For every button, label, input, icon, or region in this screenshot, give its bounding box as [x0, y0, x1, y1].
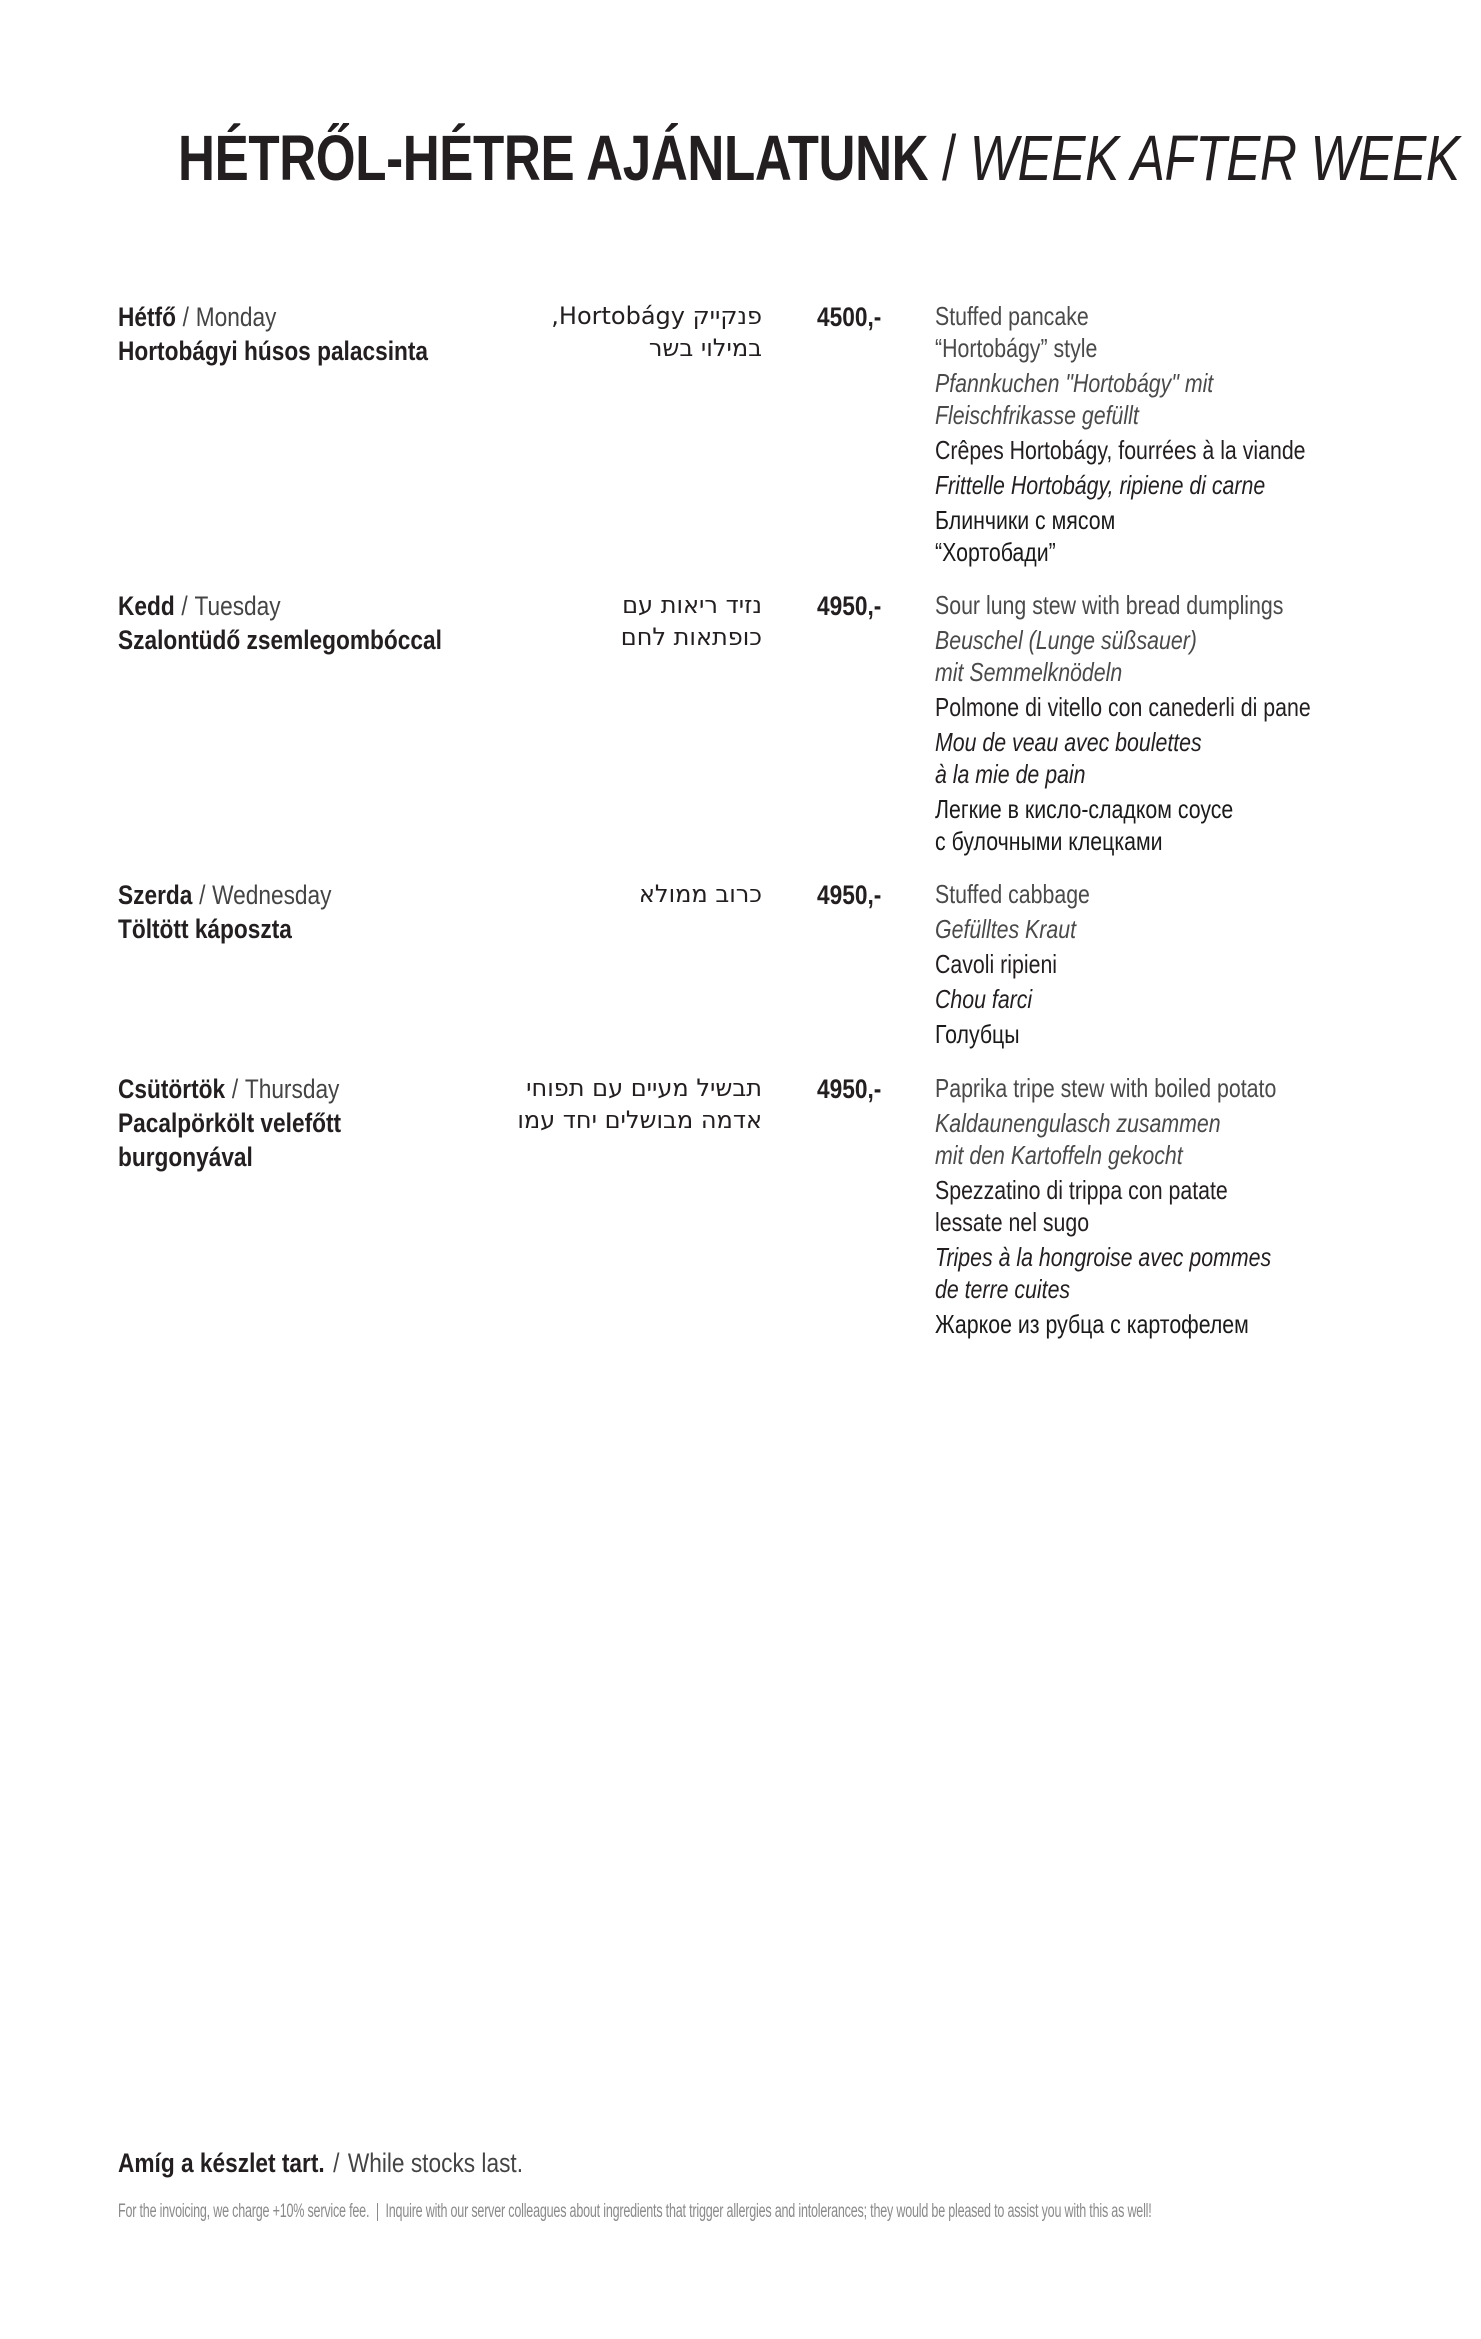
day-separator: /: [181, 591, 188, 621]
translation-fr: [935, 434, 1455, 466]
dish-name-hungarian: burgonyával: [118, 1142, 253, 1172]
page-title: [178, 122, 1460, 194]
hebrew-line: במילוי בשר: [648, 334, 762, 362]
day-english: Monday: [195, 302, 277, 332]
day-separator: /: [231, 1074, 239, 1104]
hebrew-line: תבשיל מעיים עם תפוחי: [526, 1074, 762, 1102]
price: 4950,-: [817, 1074, 882, 1104]
translation-line: Fleischfrikasse gefüllt: [935, 400, 1139, 430]
translation-line: mit den Kartoffeln gekocht: [935, 1140, 1183, 1170]
hebrew-line: נזיד ריאות עם: [622, 591, 762, 619]
translation-line: Stuffed cabbage: [935, 879, 1090, 909]
translation-line: Beuschel (Lunge süßsauer): [935, 625, 1197, 655]
dish-name-hungarian: Szalontüdő zsemlegombóccal: [118, 625, 442, 655]
title-english: WEEK AFTER WEEK: [969, 122, 1460, 194]
translation-de: [935, 367, 1455, 431]
translations: [935, 300, 1455, 571]
price: 4950,-: [817, 880, 882, 910]
translation-line: Pfannkuchen "Hortobágy" mit: [935, 368, 1214, 398]
translation-de: [935, 624, 1455, 688]
translations: [935, 878, 1455, 1053]
translation-line: Crêpes Hortobágy, fourrées à la viande: [935, 435, 1306, 465]
translation-fr: [935, 983, 1455, 1015]
translation-line: Frittelle Hortobágy, ripiene di carne: [935, 470, 1266, 500]
hebrew-line: פנקייק Hortobágy,: [551, 302, 762, 330]
fine-print: [118, 2200, 1152, 2224]
translation-line: Tripes à la hongroise avec pommes: [935, 1242, 1272, 1272]
service-fee-note: For the invoicing, we charge +10% service fee.: [118, 2201, 370, 2222]
translation-de: [935, 1107, 1455, 1171]
translation-line: Stuffed pancake: [935, 301, 1089, 331]
translation-line: Spezzatino di trippa con patate: [935, 1175, 1228, 1205]
dish-name-hungarian: Töltött káposzta: [118, 914, 292, 944]
translation-line: “Hortobágy” style: [935, 333, 1098, 363]
translation-it: [935, 691, 1455, 723]
translation-line: “Хортобади”: [935, 537, 1056, 567]
translation-line: mit Semmelknödeln: [935, 657, 1123, 687]
stock-note-hungarian: Amíg a készlet tart.: [118, 2148, 325, 2178]
translation-it: [935, 469, 1455, 501]
translation-en: [935, 300, 1455, 364]
translation-it: [935, 1174, 1455, 1238]
stock-note-english: While stocks last.: [347, 2148, 524, 2178]
translation-ru: [935, 793, 1455, 857]
title-hungarian: HÉTRŐL-HÉTRE AJÁNLATUNK: [178, 122, 929, 194]
dish-name-hebrew: [442, 1072, 762, 1136]
fine-print-divider: |: [375, 2201, 379, 2222]
translation-line: Kaldaunengulasch zusammen: [935, 1108, 1221, 1138]
day-english: Tuesday: [194, 591, 281, 621]
translation-line: Polmone di vitello con canederli di pane: [935, 692, 1311, 722]
translation-line: de terre cuites: [935, 1274, 1071, 1304]
translation-it: [935, 948, 1455, 980]
translation-line: lessate nel sugo: [935, 1207, 1090, 1237]
day-hungarian: Kedd: [118, 591, 175, 621]
day-hungarian: Szerda: [118, 880, 193, 910]
translation-line: à la mie de pain: [935, 759, 1086, 789]
dish-name-hebrew: [442, 878, 762, 910]
translation-line: Легкие в кисло-сладком соусе: [935, 794, 1234, 824]
translation-fr: [935, 726, 1455, 790]
day-hungarian: Csütörtök: [118, 1074, 226, 1104]
translation-en: [935, 878, 1455, 910]
translation-ru: [935, 1018, 1455, 1050]
hebrew-line: אדמה מבושלים יחד עמו: [517, 1106, 762, 1134]
price: 4500,-: [817, 302, 882, 332]
title-separator: /: [942, 122, 956, 194]
day-separator: /: [182, 302, 189, 332]
day-separator: /: [199, 880, 206, 910]
translation-line: Mou de veau avec boulettes: [935, 727, 1202, 757]
translation-line: с булочными клецками: [935, 826, 1163, 856]
translation-line: Gefülltes Kraut: [935, 914, 1077, 944]
hebrew-line: כופתאות לחם: [620, 623, 762, 651]
dish-name-hebrew: [442, 300, 762, 364]
translations: [935, 589, 1455, 860]
stock-note: [118, 2146, 523, 2180]
allergy-note: Inquire with our server colleagues about ingredients that trigger allergies and intolerances; they would be pleased to assist you with this as well!: [385, 2201, 1152, 2222]
translation-line: Cavoli ripieni: [935, 949, 1058, 979]
day-hungarian: Hétfő: [118, 302, 176, 332]
dish-name-hungarian: Hortobágyi húsos palacsinta: [118, 336, 429, 366]
day-english: Wednesday: [212, 880, 332, 910]
price: 4950,-: [817, 591, 882, 621]
translations: [935, 1072, 1455, 1343]
translation-line: Paprika tripe stew with boiled potato: [935, 1073, 1277, 1103]
stock-note-separator: /: [333, 2148, 340, 2178]
translation-line: Блинчики с мясом: [935, 505, 1116, 535]
hebrew-line: כרוב ממולא: [638, 880, 762, 908]
translation-line: Chou farci: [935, 984, 1033, 1014]
dish-name-hebrew: [442, 589, 762, 653]
translation-line: Жаркое из рубца с картофелем: [935, 1309, 1249, 1339]
translation-de: [935, 913, 1455, 945]
translation-ru: [935, 504, 1455, 568]
day-english: Thursday: [244, 1074, 340, 1104]
translation-line: Голубцы: [935, 1019, 1020, 1049]
dish-name-hungarian: Pacalpörkölt velefőtt: [118, 1108, 342, 1138]
translation-ru: [935, 1308, 1455, 1340]
translation-fr: [935, 1241, 1455, 1305]
translation-en: [935, 1072, 1455, 1104]
translation-line: Sour lung stew with bread dumplings: [935, 590, 1284, 620]
translation-en: [935, 589, 1455, 621]
